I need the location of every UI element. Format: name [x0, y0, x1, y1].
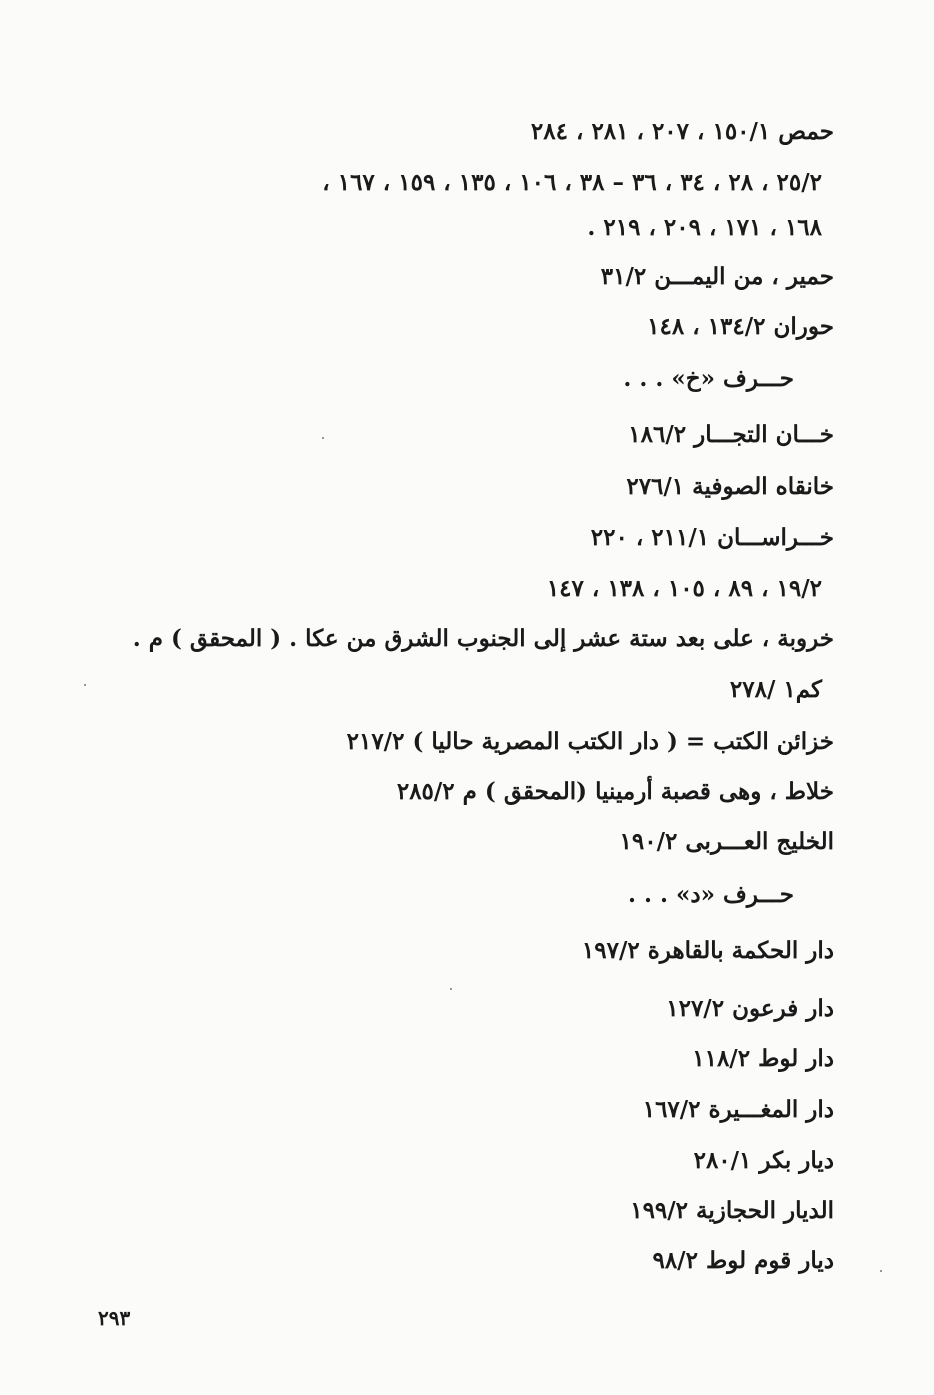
index-entry: خلاط ، وهى قصبة أرمينيا (المحقق ) م ٢٨٥/٢ [396, 778, 834, 805]
index-entry-continuation: ٢٥/٢ ، ٢٨ ، ٣٤ ، ٣٦ – ٣٨ ، ١٠٦ ، ١٣٥ ، ١٥٩ ، ١٦٧ ، [322, 169, 822, 196]
letter-heading: حـــرف «خ» . . . [623, 365, 794, 392]
paper-speck [322, 437, 324, 439]
index-entry: خـــان التجـــار ١٨٦/٢ [628, 421, 834, 448]
index-entry: حوران ١٣٤/٢ ، ١٤٨ [647, 313, 834, 340]
index-entry: حمير ، من اليمـــن ٣١/٢ [600, 263, 834, 290]
index-entry: خـــراســـان ٢١١/١ ، ٢٢٠ [590, 524, 834, 551]
page-number: ٢٩٣ [98, 1306, 131, 1330]
index-entry-continuation: ١٩/٢ ، ٨٩ ، ١٠٥ ، ١٣٨ ، ١٤٧ [546, 575, 822, 602]
index-entry-continuation: كم١ /٢٧٨ [729, 676, 822, 703]
index-entry: حمص ١٥٠/١ ، ٢٠٧ ، ٢٨١ ، ٢٨٤ [530, 118, 834, 145]
index-entry: دار فرعون ١٢٧/٢ [666, 995, 834, 1022]
paper-speck [84, 684, 86, 686]
index-entry: الديار الحجازية ١٩٩/٢ [630, 1197, 834, 1224]
index-entry: دار لوط ١١٨/٢ [692, 1045, 834, 1072]
paper-speck [450, 988, 452, 990]
index-entry-continuation: ١٦٨ ، ١٧١ ، ٢٠٩ ، ٢١٩ . [587, 214, 822, 241]
paper-speck [880, 1270, 882, 1272]
index-entry: دار المغـــيرة ١٦٧/٢ [642, 1096, 834, 1123]
index-entry: ديار قوم لوط ٩٨/٢ [652, 1247, 834, 1274]
index-entry: دار الحكمة بالقاهرة ١٩٧/٢ [581, 937, 834, 964]
index-entry: ديار بكر ٢٨٠/١ [693, 1147, 834, 1174]
index-entry: خروبة ، على بعد ستة عشر إلى الجنوب الشرق من عكا . ( المحقق ) م . [132, 625, 834, 652]
index-entry: خزائن الكتب = ( دار الكتب المصرية حاليا ) ٢١٧/٢ [346, 728, 834, 755]
index-entry: خانقاه الصوفية ٢٧٦/١ [626, 473, 834, 500]
index-entry: الخليج العـــربى ١٩٠/٢ [619, 828, 834, 855]
letter-heading: حـــرف «د» . . . [627, 881, 794, 908]
